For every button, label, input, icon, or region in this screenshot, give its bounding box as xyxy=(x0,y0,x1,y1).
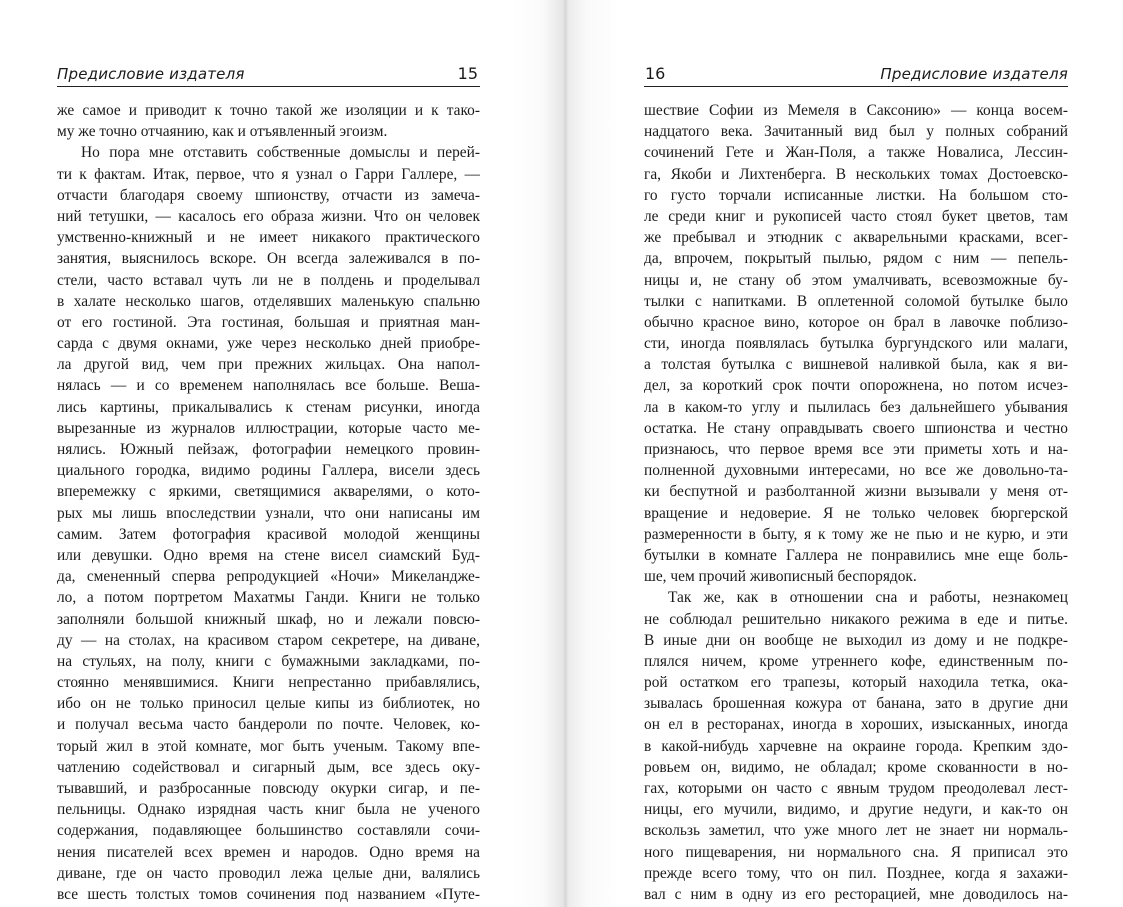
text-line: шествие Софии из Мемеля в Саксонию» — конца восем- xyxy=(644,102,1068,119)
text-line: ду — на столах, на красивом старом секретере, на диване, xyxy=(57,631,480,649)
text-line: сочинений Гете и Жан-Поля, а также Новалиса, Лессин- xyxy=(644,144,1068,162)
text-line: он ел в ресторанах, иногда в хороших, изысканных, иногда xyxy=(644,716,1068,734)
text-line: размеренности в быту, я к тому же не пью и не курю, и эти xyxy=(644,525,1068,543)
text-line: сарда с двумя окнами, уже через несколько дней приобре- xyxy=(57,335,480,353)
text-line: сти, иногда появлялась бутылка бургундского или малаги, xyxy=(644,335,1068,353)
page-number-left: 15 xyxy=(457,64,478,83)
text-line: прежде всего тому, что он пил. Позднее, когда я захажи- xyxy=(644,864,1068,882)
text-line: ло, а потом портретом Махатмы Ганди. Книги не только xyxy=(57,589,480,607)
running-head-left xyxy=(57,60,480,87)
text-line: нялись. Южный пейзаж, фотографии немецкого провин- xyxy=(57,441,480,458)
text-line: рых мы лишь впоследствии узнали, что они написаны им xyxy=(57,504,480,522)
text-line: обычно красное вино, которое он брал в лавочке поблизо- xyxy=(644,313,1068,331)
text-line: отчасти благодаря своему шпионству, отчасти из замеча- xyxy=(57,186,480,204)
text-line: го густо торчали исписанные листки. На большом сто- xyxy=(644,186,1068,204)
text-line: ле среди книг и рукописей часто стоял букет цветов, там xyxy=(644,207,1068,225)
text-line: ти к фактам. Итак, первое, что я узнал о Гарри Галлере, — xyxy=(57,165,480,183)
text-line: да, смененный сперва репродукцией «Ночи» Микеландже- xyxy=(57,568,480,586)
text-line: в какой-нибудь харчевне на окраине города. Крепким здо- xyxy=(644,737,1068,755)
running-title-right: Предисловие издателя xyxy=(880,65,1068,83)
text-line: признаюсь, что первое время все эти приметы хоть и на- xyxy=(644,441,1068,458)
text-line: не соблюдал решительно никакого режима в еде и питье. xyxy=(644,610,1068,628)
text-line: содержания, подавляющее большинство составляли сочи- xyxy=(57,822,480,840)
right-page-body xyxy=(644,100,1068,905)
text-line: самим. Затем фотография красивой молодой женщины xyxy=(57,525,480,543)
text-line: занятия, выяснилось вскоре. Он всегда залеживался в по- xyxy=(57,250,480,268)
text-line: циального городка, видимо родины Галлера, висели здесь xyxy=(57,462,480,480)
text-line: рой остатком его трапезы, который находила тетка, ока- xyxy=(644,674,1068,692)
text-line: ла в каком-то углу и пылилась без дальнейшего убывания xyxy=(644,398,1068,416)
text-line: стели, часто вставал чуть ли не в полдень и проделывал xyxy=(57,271,480,289)
text-line: остатка. Не стану оправдывать своего шпионства и честно xyxy=(644,419,1068,437)
text-line: лись картины, прикалывались к стенам рисунки, иногда xyxy=(57,398,480,416)
text-line: гах, которыми он часто с явным трудом преодолевал лест- xyxy=(644,780,1068,797)
text-line: ровьем он, видимо, не обладал; кроме скованности в но- xyxy=(644,758,1068,776)
text-line: ний тетушки, — касалось его образа жизни. Что он человек xyxy=(57,207,480,225)
text-line: же самое и приводит к точно такой же изоляции и к тако- xyxy=(57,102,480,119)
text-line: вал с ним в одну из его ресторацией, мне доводилось на- xyxy=(644,885,1068,903)
text-line: чатлению содействовал и сигарный дым, все здесь оку- xyxy=(57,758,480,776)
running-title-left: Предисловие издателя xyxy=(57,65,245,83)
text-line: в халате несколько шагов, отделявших маленькую спальню xyxy=(57,292,480,310)
text-line: ного пищеварения, ни нормального сна. Я приписал это xyxy=(644,843,1068,861)
text-line: ла другой вид, чем при прежних жильцах. Она напол- xyxy=(57,356,480,374)
text-line: диване, где он часто проводил лежа целые дни, валялись xyxy=(57,864,480,882)
text-line: и получал весьма часто бандероли по почте. Человек, ко- xyxy=(57,716,480,734)
running-head-right xyxy=(644,60,1068,87)
left-page-body xyxy=(57,100,480,905)
text-line: ибо он не только приносил целые кипы из библиотек, но xyxy=(57,695,480,713)
text-line: В иные дни он вообще не выходил из дому и не подкре- xyxy=(644,631,1068,649)
text-line: ницы и, не стану об этом умалчивать, всевозможные бу- xyxy=(644,271,1068,289)
text-line: надцатого века. Зачитанный вид был у полных собраний xyxy=(644,123,1068,141)
text-line: да, впрочем, покрытый пылью, рядом с ним — пепель- xyxy=(644,250,1068,268)
text-line: вскользь заметил, что уже много лет не знает ни нормаль- xyxy=(644,822,1068,840)
text-line: от его гостиной. Эта гостиная, большая и приятная ман- xyxy=(57,313,480,331)
text-line: или девушки. Одно время на стене висел сиамский Буд- xyxy=(57,546,480,564)
text-line: тылки с напитками. В оплетенной соломой бутылке было xyxy=(644,292,1068,310)
text-line: заполняли большой книжный шкаф, но и лежали повсю- xyxy=(57,610,480,628)
text-line: зывалась брошенная кожура от банана, зато в другие дни xyxy=(644,695,1068,713)
text-line: ницы, его мучили, видимо, и другие недуги, и как-то он xyxy=(644,801,1068,819)
text-line: нения писателей всех времен и народов. Одно время на xyxy=(57,843,480,861)
text-line: все шесть толстых томов сочинения под названием «Путе- xyxy=(57,885,480,903)
text-line: вращение и недоверие. Я не только человек бюргерской xyxy=(644,504,1068,522)
text-line: умственно-книжный и не имеет никакого практического xyxy=(57,229,480,247)
text-line: Но пора мне отставить собственные домыслы и перей- xyxy=(81,144,480,162)
text-line: торый жил в этой комнате, мог быть ученым. Такому впе- xyxy=(57,737,480,755)
text-line: на стульях, на полу, книги с бумажными закладками, по- xyxy=(57,652,480,670)
text-line: бутылки в комнате Галлера не понравились мне еще боль- xyxy=(644,546,1068,564)
text-line: полненной духовными интересами, но все же довольно-та- xyxy=(644,462,1068,480)
text-line: плялся ничем, кроме утреннего кофе, единственным по- xyxy=(644,652,1068,670)
text-line: пельницы. Однако изрядная часть книг была не ученого xyxy=(57,801,480,819)
page-number-right: 16 xyxy=(645,64,666,83)
text-line: тывавший, и разбросанные повсюду окурки сигар, и пе- xyxy=(57,780,480,797)
text-line: же пребывал и этюдник с акварельными красками, всег- xyxy=(644,229,1068,247)
text-line: Так же, как в отношении сна и работы, незнакомец xyxy=(668,589,1068,607)
text-line: нялась — и со временем наполнялась все больше. Веша- xyxy=(57,377,480,395)
text-line: а толстая бутылка с вишневой наливкой была, как я ви- xyxy=(644,356,1068,374)
text-line: вырезанные из журналов иллюстрации, которые часто ме- xyxy=(57,419,480,437)
text-line: стоянно менявшимися. Книги непрестанно прибавлялись, xyxy=(57,674,480,692)
text-line: му же точно отчаянию, как и отъявленный эгоизм. xyxy=(57,123,388,141)
text-line: вперемежку с яркими, светящимися акварелями, о кото- xyxy=(57,483,480,501)
text-line: га, Якоби и Лихтенберга. В нескольких томах Достоевско- xyxy=(644,165,1068,183)
text-line: ки беспутной и разболтанной жизни вызывали у меня от- xyxy=(644,483,1068,501)
text-line: ше, чем прочий живописный беспорядок. xyxy=(644,568,917,586)
book-gutter-shadow xyxy=(510,0,620,907)
text-line: дел, за короткий срок почти опорожнена, но потом исчез- xyxy=(644,377,1068,395)
